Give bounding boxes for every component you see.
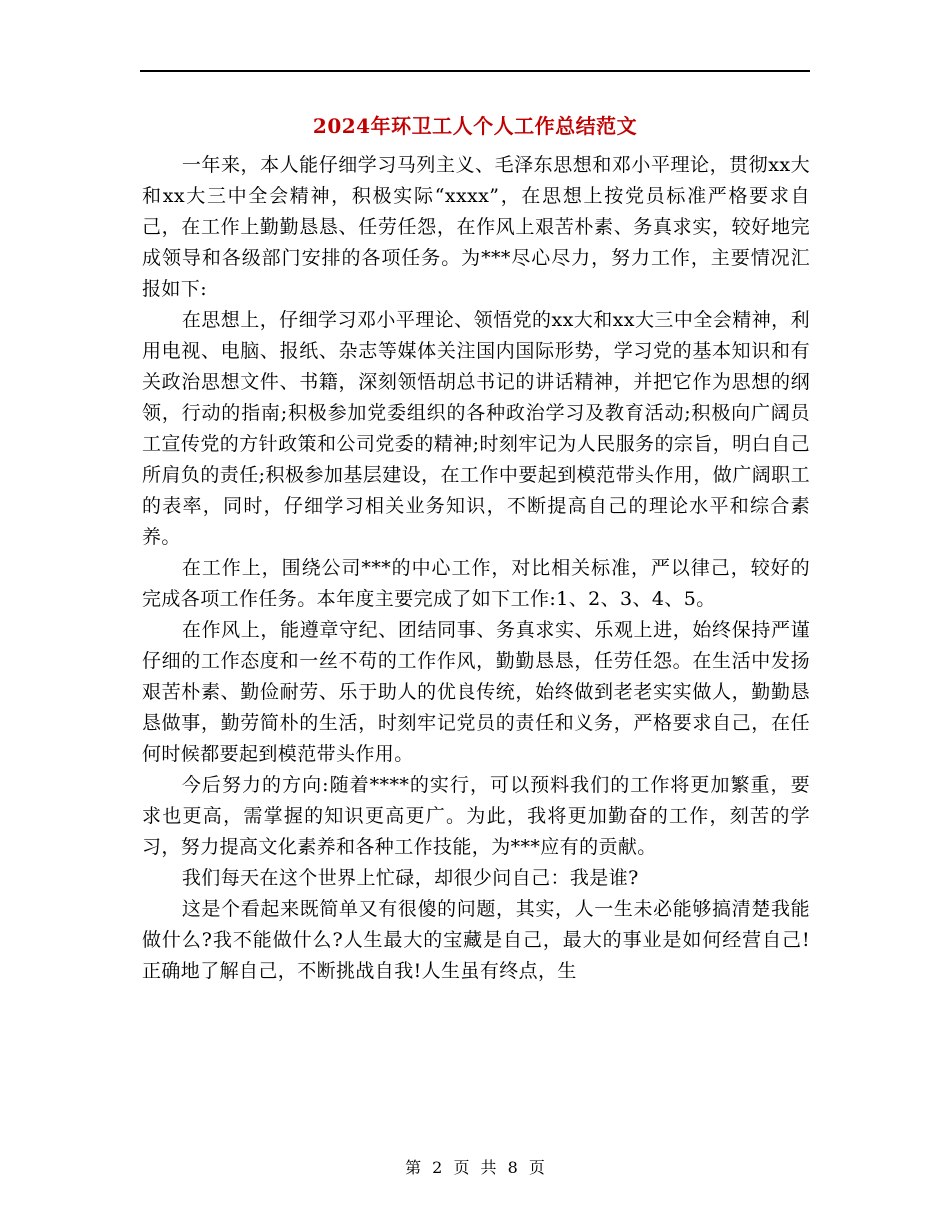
- document-body: [142, 150, 810, 987]
- paragraph: 在作风上，能遵章守纪、团结同事、务真求实、乐观上进，始终保持严谨仔细的工作态度和一丝不苟的工作作风，勤勤恳恳，任劳任怨。在生活中发扬艰苦朴素、勤俭耐劳、乐于助人的优良传统，始终做到老老实实做人，勤勤恳恳做事，勤劳简朴的生活，时刻牢记党员的责任和义务，严格要求自己，在任何时候都要起到模范带头作用。: [142, 619, 810, 765]
- paragraph: 我们每天在这个世界上忙碌，却很少问自己：我是谁?: [181, 867, 639, 889]
- header-rule: [140, 70, 810, 72]
- paragraph: 在工作上，围绕公司***的中心工作，对比相关标准，严以律己，较好的完成各项工作任务。本年度主要完成了如下工作:1、2、3、4、5。: [142, 557, 810, 610]
- paragraph: 这是个看起来既简单又有很傻的问题，其实，人一生未必能够搞清楚我能做什么?我不能做什么?人生最大的宝藏是自己，最大的事业是如何经营自己!正确地了解自己，不断挑战自我!人生虽有终点，生: [142, 898, 810, 982]
- document-title: 2024年环卫工人个人工作总结范文: [312, 114, 638, 138]
- paragraph: 今后努力的方向:随着****的实行，可以预料我们的工作将更加繁重，要求也更高，需掌握的知识更高更广。为此，我将更加勤奋的工作，刻苦的学习，努力提高文化素养和各种工作技能，为***应有的贡献。: [142, 774, 810, 858]
- page-number: 第 2 页 共 8 页: [405, 1158, 545, 1177]
- paragraph: 在思想上，仔细学习邓小平理论、领悟党的xx大和xx大三中全会精神，利用电视、电脑、报纸、杂志等媒体关注国内国际形势，学习党的基本知识和有关政治思想文件、书籍，深刻领悟胡总书记的讲话精神，并把它作为思想的纲领，行动的指南;积极参加党委组织的各种政治学习及教育活动;积极向广阔员工宣传党的方针政策和公司党委的精神;时刻牢记为人民服务的宗旨，明白自己所肩负的责任;积极参加基层建设，在工作中要起到模范带头作用，做广阔职工的表率，同时，仔细学习相关业务知识，不断提高自己的理论水平和综合素养。: [142, 309, 810, 548]
- paragraph: 一年来，本人能仔细学习马列主义、毛泽东思想和邓小平理论，贯彻xx大和xx大三中全会精神，积极实际“xxxx”，在思想上按党员标准严格要求自己，在工作上勤勤恳恳、任劳任怨，在作风上艰苦朴素、务真求实，较好地完成领导和各级部门安排的各项任务。为***尽心尽力，努力工作，主要情况汇报如下:: [142, 154, 810, 300]
